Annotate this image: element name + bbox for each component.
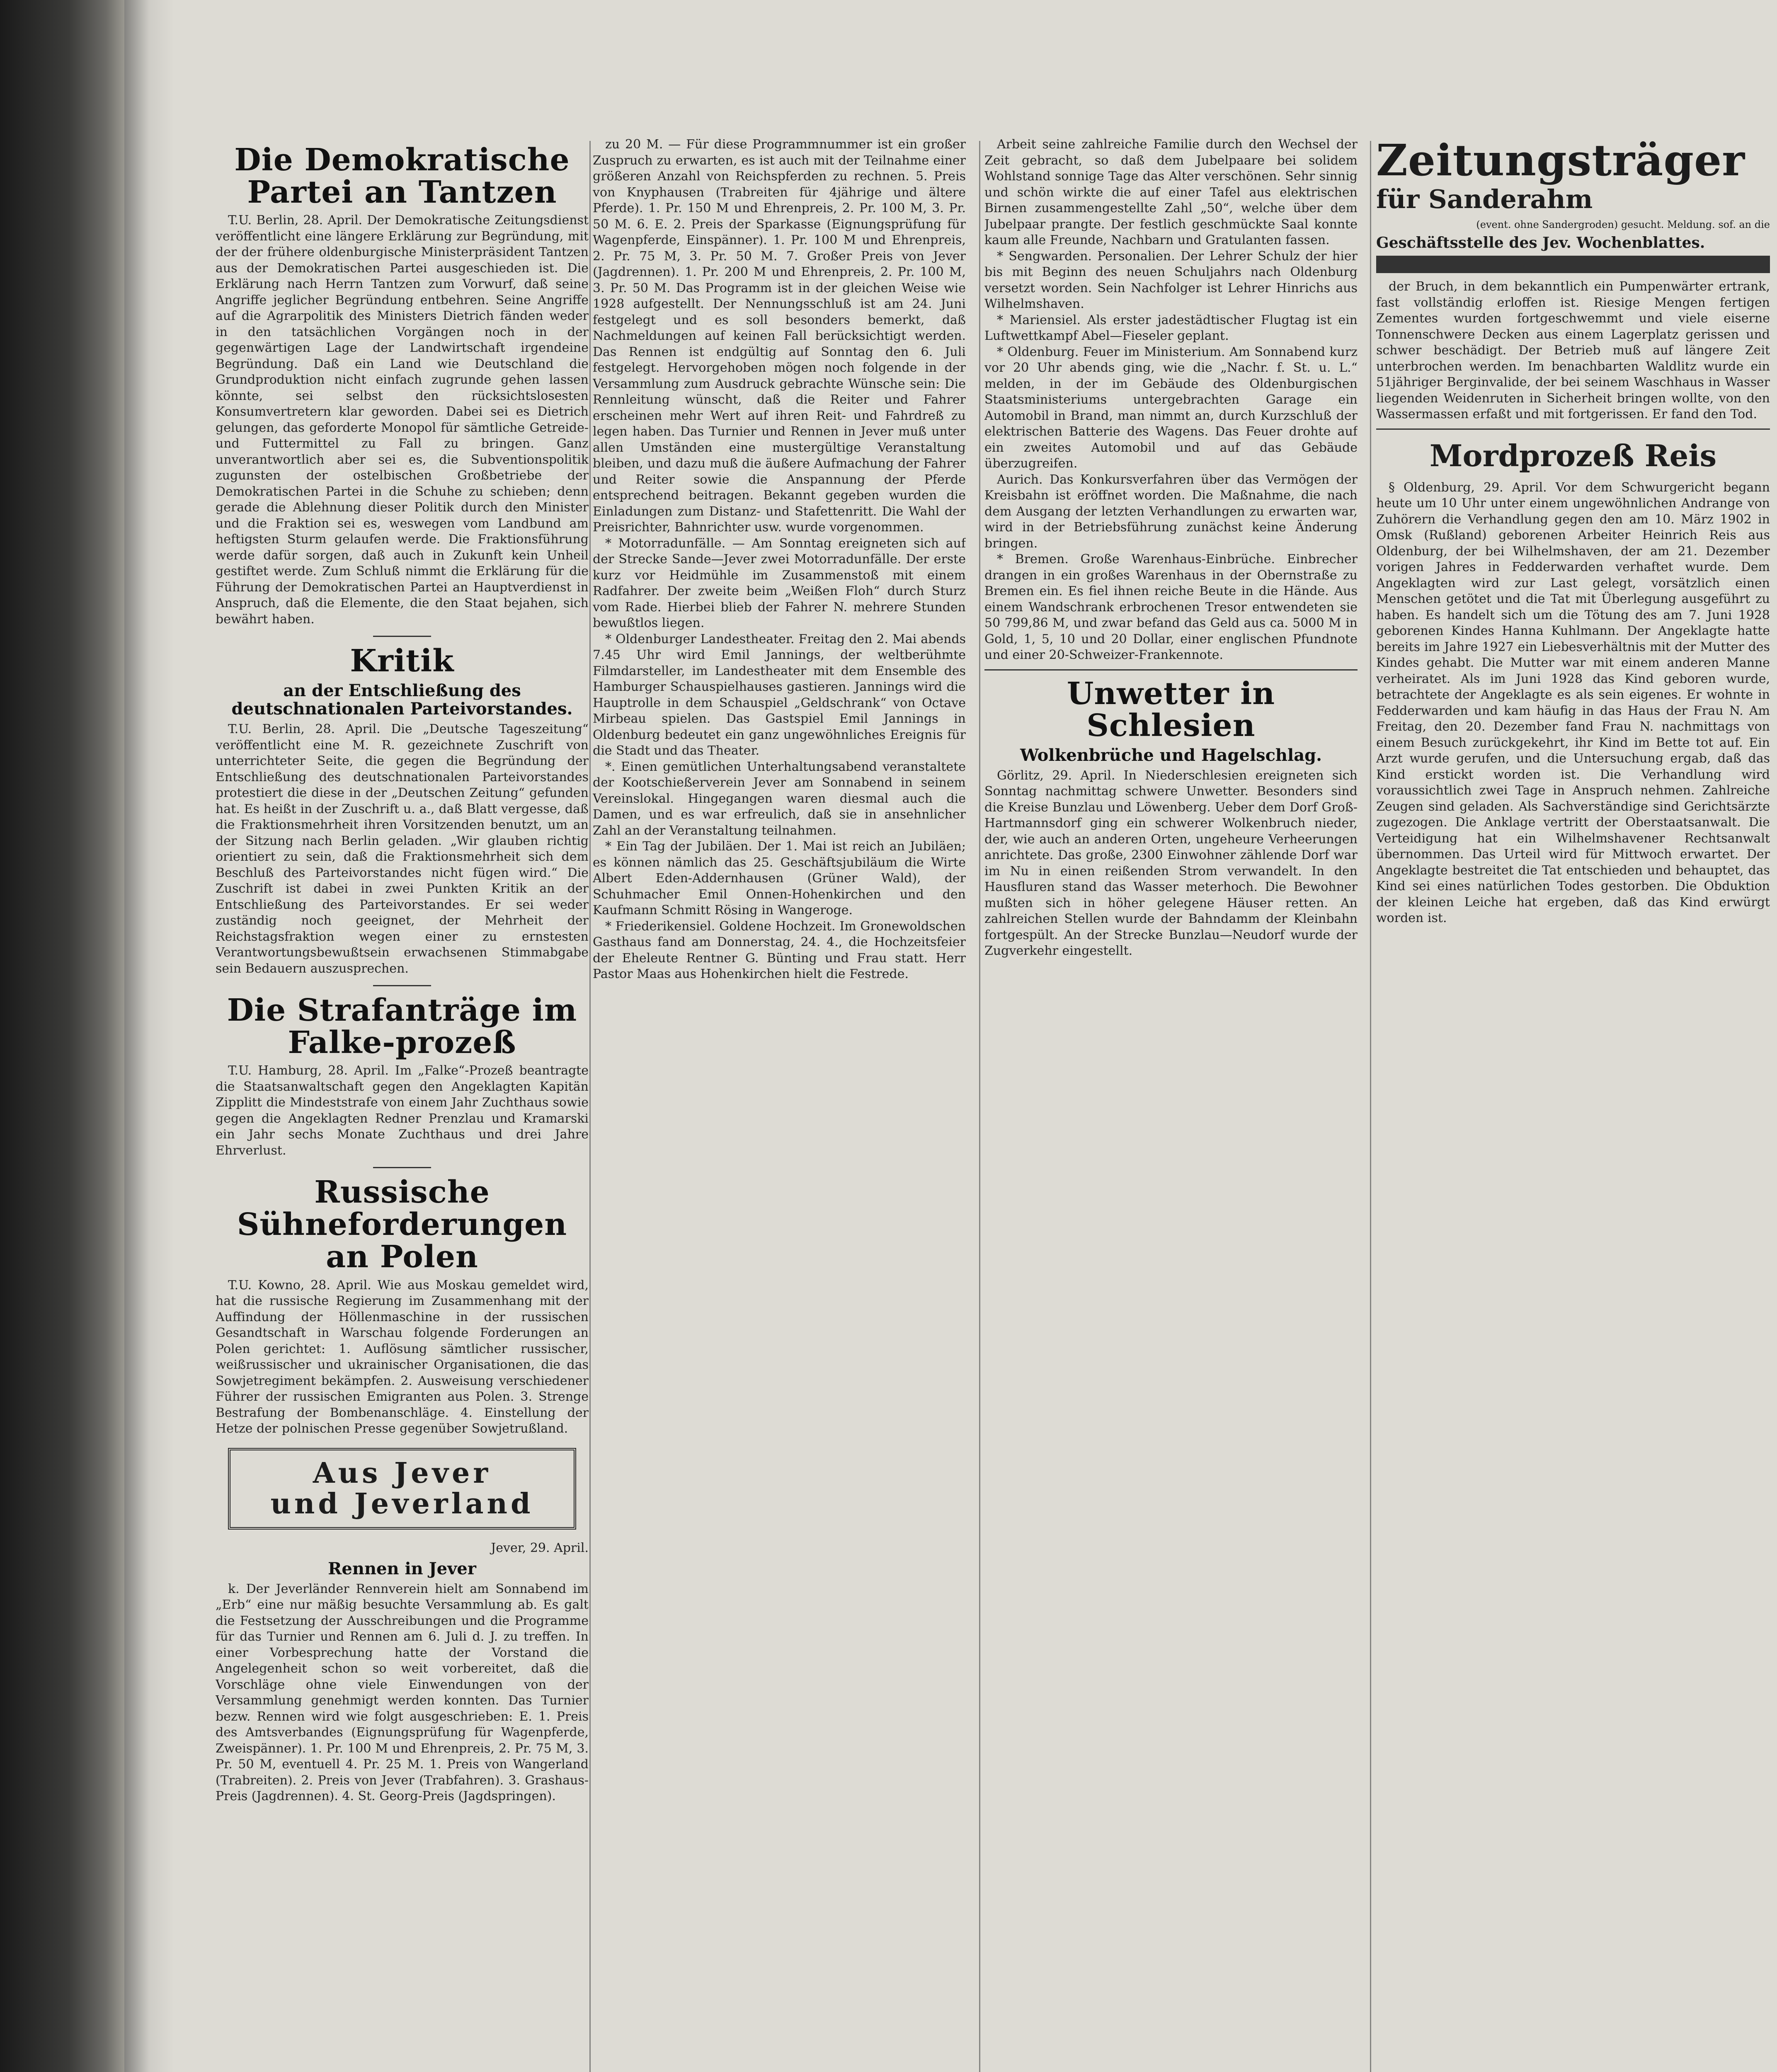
article-body: T.U. Hamburg, 28. April. Im „Falke“-Prozeß beantragte die Staatsanwaltschaft gegen den Angeklagten Kapitän Zipplitt die Mindeststrafe von einem Jahr Zuchthaus sowie gegen die Angeklagten Redner Prenzlau und Kramarski ein Jahr sechs Monate Zuchthaus und drei Jahre Ehrverlust. xyxy=(216,1063,589,1158)
article-body: * Oldenburger Landestheater. Freitag den 2. Mai abends 7.45 Uhr wird Emil Jannings, der weltberühmte Filmdarsteller, im Landestheater mit dem Ensemble des Hamburger Schauspielhauses gastieren. Jannings wird die Hauptrolle in dem Schauspiel „Geldschrank“ von Octave Mirbeau spielen. Das Gastspiel Emil Jannings in Oldenburg bedeutet ein ganz ungewöhnliches Ereignis für die Stadt und das Theater. xyxy=(593,632,966,758)
article-body: T.U. Berlin, 28. April. Die „Deutsche Tageszeitung“ veröffentlicht eine M. R. gezeichnete Zuschrift von unterrichteter Seite, die gegen die Begründung der Entschließung des deutschnationalen Parteivorstandes protestiert die diese in der „Deutschen Zeitung“ gefunden hat. Es heißt in der Zuschrift u. a., daß Blatt vergesse, daß die Fraktionsmehrheit ihren Vorsitzenden benutzt, um an der Sitzung nach Berlin geladen. „Wir glauben richtig orientiert zu sein, daß die Fraktionsmehrheit sich dem Beschluß des Parteivorstandes nicht fügen wird.“ Die Zuschrift ist dabei in zwei Punkten Kritik an der Entschließung des Parteivorstandes. Er sei weder zuständig noch geeignet, der Mehrheit der Reichstagsfraktion wegen einer zu ernstesten Verantwortungsbewußtsein erwachsenen Stimmabgabe sein Bedauern auszusprechen. xyxy=(216,722,589,976)
article-body: T.U. Kowno, 28. April. Wie aus Moskau gemeldet wird, hat die russische Regierung im Zusammenhang mit der Auffindung der Höllenmaschine in der russischen Gesandtschaft in Warschau folgende Forderungen an Polen gerichtet: 1. Auflösung sämtlicher russischer, weißrussischer und ukrainischer Organisationen, die das Sowjetregiment bekämpfen. 2. Ausweisung verschiedener Führer der russischen Emigranten aus Polen. 3. Strenge Bestrafung der Bombenanschläge. 4. Einstellung der Hetze der polnischen Presse gegenüber Sowjetrußland. xyxy=(216,1278,589,1436)
article-body: * Friederikensiel. Goldene Hochzeit. Im Gronewoldschen Gasthaus fand am Donnerstag, 24. 4., die Hochzeitsfeier der Eheleute Rentner G. Bünting und Frau statt. Herr Pastor Maas aus Hohenkirchen hielt die Festrede. xyxy=(593,919,966,981)
article-body: * Ein Tag der Jubiläen. Der 1. Mai ist reich an Jubiläen; es können nämlich das 25. Geschäftsjubiläum die Wirte Albert Eden-Addernhausen (Grüner Wald), der Schuhmacher Emil Onnen-Hohenkirchen und den Kaufmann Schmitt Rösing in Wangeroge. xyxy=(593,839,966,917)
article-body: * Sengwarden. Personalien. Der Lehrer Schulz der hier bis mit Beginn des neuen Schuljahrs nach Oldenburg versetzt worden. Sein Nachfolger ist Lehrer Hinrichs aus Wilhelmshaven. xyxy=(984,249,1358,311)
column-4 xyxy=(1376,137,1770,2072)
article-subheadline: Rennen in Jever xyxy=(328,1559,476,1578)
column-2 xyxy=(593,137,966,2072)
ad-separator-bar xyxy=(1376,256,1770,273)
article-headline: Kritik xyxy=(350,643,454,679)
column-3 xyxy=(984,137,1358,2072)
article-body: § Oldenburg, 29. April. Vor dem Schwurgericht begann heute um 10 Uhr unter einem ungewöhnlichen Andrange von Zuhörern die Verhandlung gegen den am 10. März 1902 in Omsk (Rußland) geborenen Arbeiter Heinrich Reis aus Oldenburg, der bei Wilhelmshaven, der am 21. Dezember vorigen Jahres in Fedderwarden verhaftet wurde. Dem Angeklagten wird zur Last gelegt, vorsätzlich einen Menschen getötet und die Tat mit Überlegung ausgeführt zu haben. Es handelt sich um die Tötung des am 7. Juni 1928 geborenen Kindes Hanna Kuhlmann. Der Angeklagte hatte bereits im Jahre 1927 ein Liebesverhältnis mit der Mutter des Kindes gehabt. Die Mutter war mit einem anderen Manne verheiratet. Als im Juni 1928 das Kind geboren wurde, betrachtete der Angeklagte es als sein eigenes. Er wohnte in Fedderwarden und kam häufig in das Haus der Frau N. Am Freitag, den 20. Dezember fand Frau N. nachmittags von einem Besuch zurückgekehrt, ihr Kind im Bette tot auf. Ein Arzt wurde gerufen, und die Untersuchung ergab, daß das Kind erstickt worden ist. Die Verhandlung wird voraussichtlich zwei Tage in Anspruch nehmen. Zahlreiche Zeugen sind geladen. Als Sachverständige sind Gerichtsärzte zugezogen. Die Anklage vertritt der Oberstaatsanwalt. Die Verteidigung hat ein Wilhelmshavener Rechtsanwalt übernommen. Das Urteil wird für Mittwoch erwartet. Der Angeklagte bestreitet die Tat entschieden und behauptet, das Kind sei eines natürlichen Todes gestorben. Die Obduktion der kleinen Leiche hat ergeben, daß das Kind erwürgt worden ist. xyxy=(1376,480,1770,926)
column-1 xyxy=(216,137,589,2072)
article-divider xyxy=(1376,428,1770,430)
article-headline: Die Strafanträge im Falke-prozeß xyxy=(227,992,577,1060)
article-subheadline: an der Entschließung des deutschnationalen Parteivorstandes. xyxy=(231,681,573,719)
column-rule xyxy=(979,141,980,2072)
classified-ad-office: Geschäftsstelle des Jev. Wochenblattes. xyxy=(1376,234,1705,252)
regional-section-banner xyxy=(228,1448,576,1530)
article-headline: Unwetter in Schlesien xyxy=(1067,675,1275,744)
column-rule xyxy=(589,141,591,2072)
dateline: Jever, 29. April. xyxy=(491,1541,589,1556)
newspaper-page xyxy=(124,0,1777,2072)
binding-gutter xyxy=(0,0,124,2072)
article-body: der Bruch, in dem bekanntlich ein Pumpenwärter ertrank, fast vollständig erloffen ist. Riesige Mengen fertigen Zementes wurden fortgeschwemmt und viele eiserne Tonnenschwere Decken aus einem Lagerplatz gerissen und schwer beschädigt. Der Betrieb muß auf längere Zeit unterbrochen werden. Im benachbarten Waldlitz wurde ein 51jähriger Berginvalide, der bei seinem Waschhaus in Wasser liegenden Weidenruten in Sicherheit bringen wollte, von den Wassermassen erfaßt und mit fortgerissen. Er fand den Tod. xyxy=(1376,279,1770,422)
article-headline: Mordprozeß Reis xyxy=(1429,438,1717,473)
classified-ad-note: (event. ohne Sandergroden) gesucht. Meldung. sof. an die xyxy=(1476,219,1770,231)
article-divider xyxy=(373,1167,431,1168)
article-body: zu 20 M. — Für diese Programmnummer ist ein großer Zuspruch zu erwarten, es ist auch mit der Teilnahme einer größeren Anzahl von Reichspferden zu rechnen. 5. Preis von Knyphausen (Trabreiten für 4jährige und ältere Pferde). 1. Pr. 150 M und Ehrenpreis, 2. Pr. 100 M, 3. Pr. 50 M. 6. E. 2. Preis der Sparkasse (Eignungsprüfung für Wagenpferde, Einspänner). 1. Pr. 100 M und Ehrenpreis, 2. Pr. 75 M, 3. Pr. 50 M. 7. Großer Preis von Jever (Jagdrennen). 1. Pr. 200 M und Ehrenpreis, 2. Pr. 100 M, 3. Pr. 50 M. Das Programm ist in der gleichen Weise wie 1928 aufgestellt. Der Nennungsschluß ist am 24. Juni festgelegt und es soll besonders bemerkt, daß Nachmeldungen auf keinen Fall berücksichtigt werden. Das Rennen ist endgültig auf Sonntag den 6. Juli festgelegt. Hervorgehoben mögen noch folgende in der Versammlung zum Ausdruck gebrachte Wünsche sein: Die Rennleitung wünscht, daß die Reiter und Fahrer erscheinen mehr Wert auf ihren Reit- und Fahrdreß zu legen haben. Das Turnier und Rennen in Jever muß unter allen Umständen eine mustergültige Veranstaltung bleiben, und dazu muß die äußere Aufmachung der Fahrer und Reiter sowie die Anspannung der Pferde entsprechend beitragen. Bekannt gegeben wurden die Einladungen zum Distanz- und Stafettenritt. Die Wahl der Preisrichter, Bahnrichter usw. wurde vorgenommen. xyxy=(593,137,966,535)
article-body: T.U. Berlin, 28. April. Der Demokratische Zeitungsdienst veröffentlicht eine längere Erklärung zur Begründung, mit der der frühere oldenburgische Ministerpräsident Tantzen aus der Demokratischen Partei ausgeschieden ist. Die Erklärung nach Herrn Tantzen zum Vorwurf, daß seine Angriffe jeglicher Begründung entbehren. Seine Angriffe auf die Agrarpolitik des Ministers Dietrich fänden weder in den tatsächlichen Vorgängen noch in der gegenwärtigen Lage der Landwirtschaft irgendeine Begründung. Daß ein Land wie Deutschland die Grundproduktion nicht einfach zugrunde gehen lassen könnte, sei selbst den rücksichtslosesten Konsumvertretern klar geworden. Dabei sei es Dietrich gelungen, das geforderte Monopol für sämtliche Getreide- und Futtermittel zu Fall zu bringen. Ganz unverantwortlich aber sei es, die Subventionspolitik zugunsten der ostelbischen Großbetriebe der Demokratischen Partei in die Schuhe zu schieben; denn gerade die Ablehnung dieser Politik durch den Minister und die Fraktion sei es, weswegen vom Landbund am heftigsten Sturm gelaufen werde. Die Fraktionsführung werde dafür sorgen, daß auch in Zukunft kein Unheil gestiftet werde. Zum Schluß nimmt die Erklärung für die Führung der Demokratischen Partei an Hauptverdienst in Anspruch, daß die Elemente, die den Staat bejahen, sich bewährt haben. xyxy=(216,213,589,627)
classified-ad-subtitle: für Sanderahm xyxy=(1376,184,1593,215)
article-body: * Oldenburg. Feuer im Ministerium. Am Sonnabend kurz vor 20 Uhr abends ging, wie die „Nachr. f. St. u. L.“ melden, in der im Gebäude des Oldenburgischen Staatsministeriums untergebrachten Garage ein Automobil in Brand, man nimmt an, durch Kurzschluß der elektrischen Batterie des Wagens. Das Feuer drohte auf ein zweites Automobil und auf das Gebäude überzugreifen. xyxy=(984,344,1358,471)
column-rule xyxy=(1370,141,1371,2072)
article-subheadline: Wolkenbrüche und Hagelschlag. xyxy=(1020,745,1322,765)
banner-line: und Jeverland xyxy=(270,1487,534,1521)
article-headline: Russische Sühneforderungen an Polen xyxy=(237,1174,567,1275)
article-divider xyxy=(373,985,431,986)
article-headline: Die Demokratische Partei an Tantzen xyxy=(234,142,570,210)
article-divider xyxy=(373,636,431,637)
article-body: Aurich. Das Konkursverfahren über das Vermögen der Kreisbahn ist eröffnet worden. Die Maßnahme, die nach dem Ausgang der letzten Verhandlungen zu erwarten war, wird in der Betriebsführung zunächst keine Änderung bringen. xyxy=(984,472,1358,551)
classified-ad-title: Zeitungsträger xyxy=(1376,137,1745,186)
article-body: *. Einen gemütlichen Unterhaltungsabend veranstaltete der Kootschießerverein Jever am Sonnabend in seinem Vereinslokal. Hingegangen waren diesmal auch die Damen, und es war erfreulich, daß sie in ansehnlicher Zahl an der Veranstaltung teilnahmen. xyxy=(593,759,966,838)
article-body: k. Der Jeverländer Rennverein hielt am Sonnabend im „Erb“ eine nur mäßig besuchte Versammlung ab. Es galt die Festsetzung der Ausschreibungen und die Programme für das Turnier und Rennen am 6. Juli d. J. zu treffen. In einer Vorbesprechung hatte der Vorstand die Angelegenheit schon so weit vorbereitet, daß die Vorschläge ohne viele Einwendungen von der Versammlung genehmigt werden konnten. Das Turnier bezw. Rennen wird wie folgt ausgeschrieben: E. 1. Preis des Amtsverbandes (Eignungsprüfung für Wagenpferde, Zweispänner). 1. Pr. 100 M und Ehrenpreis, 2. Pr. 75 M, 3. Pr. 50 M, eventuell 4. Pr. 25 M. 1. Preis von Wangerland (Trabreiten). 2. Preis von Jever (Trabfahren). 3. Grashaus-Preis (Jagdrennen). 4. St. Georg-Preis (Jagdspringen). xyxy=(216,1581,589,1804)
banner-line: Aus Jever xyxy=(313,1456,492,1490)
article-body: * Bremen. Große Warenhaus-Einbrüche. Einbrecher drangen in ein großes Warenhaus in der Obernstraße zu Bremen ein. Es fiel ihnen reiche Beute in die Hände. Aus einem Wandschrank erbrochenen Tresor entwendeten sie 50 799,86 M, und zwar befand das Geld aus ca. 5000 M in Gold, 1, 5, 10 und 20 Dollar, einer englischen Pfundnote und einer 20-Schweizer-Frankennote. xyxy=(984,552,1358,662)
article-body: * Motorradunfälle. — Am Sonntag ereigneten sich auf der Strecke Sande—Jever zwei Motorradunfälle. Der erste kurz vor Heidmühle im Zusammenstoß mit einem Radfahrer. Der zweite beim „Weißen Floh“ durch Sturz vom Rade. Hierbei blieb der Fahrer N. mehrere Stunden bewußtlos liegen. xyxy=(593,536,966,630)
article-body: * Mariensiel. Als erster jadestädtischer Flugtag ist ein Luftwettkampf Abel—Fieseler geplant. xyxy=(984,312,1358,343)
article-divider xyxy=(984,669,1358,670)
article-body: Arbeit seine zahlreiche Familie durch den Wechsel der Zeit gebracht, so daß dem Jubelpaare bei solidem Wohlstand sonnige Tage das Alter verschönen. Sehr sinnig und schön wirkte die auf einer Tafel aus elektrischen Birnen zusammengestellte Zahl „50“, welche über dem Jubelpaar prangte. Der festlich geschmückte Saal konnte kaum alle Freunde, Nachbarn und Gratulanten fassen. xyxy=(984,137,1358,247)
article-body: Görlitz, 29. April. In Niederschlesien ereigneten sich Sonntag nachmittag schwere Unwetter. Besonders sind die Kreise Bunzlau und Löwenberg. Ueber dem Dorf Groß-Hartmannsdorf ging ein schwerer Wolkenbruch nieder, der, wie auch an anderen Orten, ungeheure Verheerungen anrichtete. Das große, 2300 Einwohner zählende Dorf war im Nu in einen reißenden Strom verwandelt. In den Hausfluren stand das Wasser meterhoch. Die Bewohner mußten sich in höher gelegene Häuser retten. An zahlreichen Stellen wurde der Bahndamm der Kleinbahn fortgespült. An der Strecke Bunzlau—Neudorf wurde der Zugverkehr eingestellt. xyxy=(984,768,1358,959)
page-fold-shadow xyxy=(124,0,174,2072)
